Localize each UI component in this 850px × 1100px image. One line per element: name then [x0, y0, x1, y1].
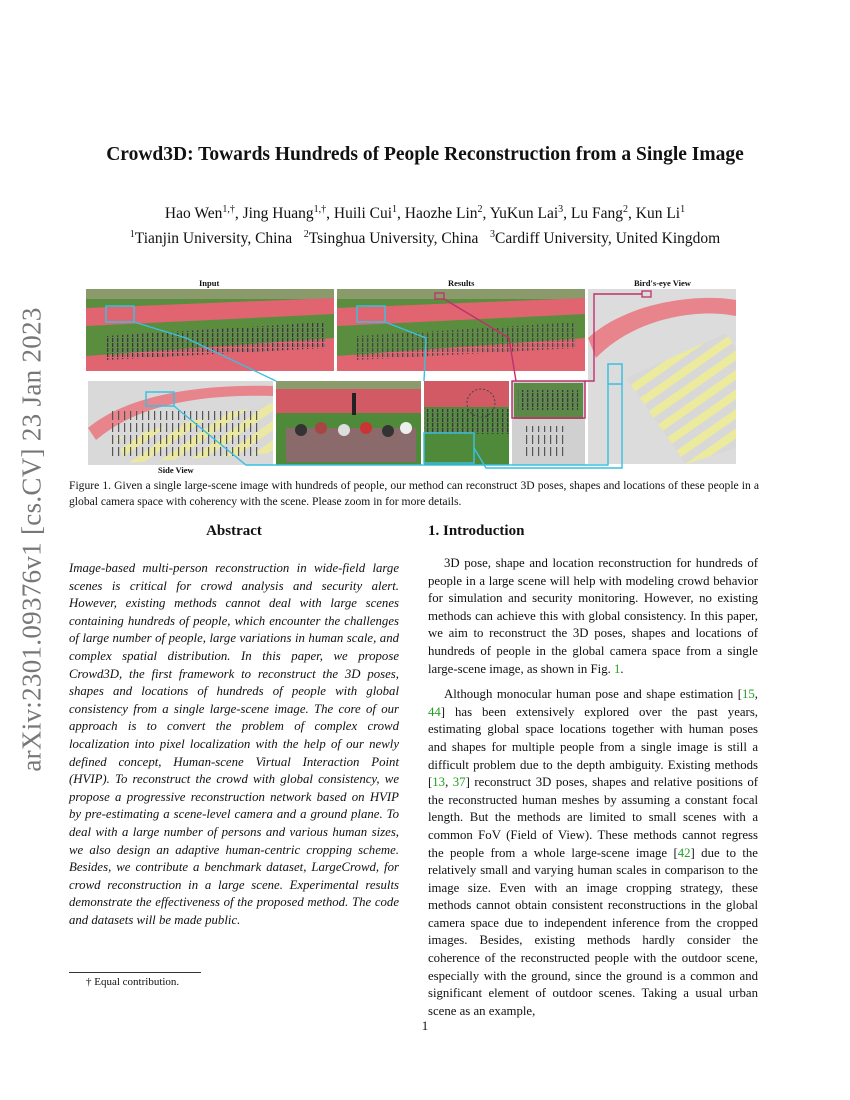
side-view-panel — [88, 381, 273, 465]
citation-13[interactable]: 13 — [432, 775, 446, 790]
figure-label-input: Input — [199, 278, 220, 288]
author-block — [60, 199, 790, 249]
footnote: † Equal contribution. — [86, 976, 180, 988]
figure-label-side-view: Side View — [158, 465, 194, 475]
author-name: Lu Fang$^2$ — [570, 204, 628, 223]
intro-paragraph-2: Although monocular human pose and shape estimation [15, 44] has been extensively explored over the past years, estimating global space locations together with human poses and shapes for multiple people from a single image is still a difficult problem due to the depth ambiguity. Existing methods [13, 37] reconstruct 3D poses, shapes and relative positions of the reconstructed human meshes by assuming a constant focal length. But the methods are limited to small scenes with a common FoV (Field of View). These methods cannot regress the people from a whole large-scene image [42] due to the relatively small and varying human scales in comparison to the image size. Even with an image cropping strategy, these methods cannot obtain consistent reconstructions in the global camera space due to independent inference from the cropped images. Besides, existing methods hardly consider the coherence of the reconstructed people with the outdoor scene, especially with the ground, since the ground is a common and significant element of outdoor scenes. Taking a usual urban scene as an example, — [428, 687, 758, 1018]
paper-title: Crowd3D: Towards Hundreds of People Reconstruction from a Single Image — [106, 144, 744, 165]
affiliation: $^2$Tsinghua University, China — [303, 229, 479, 248]
affiliation: $^3$Cardiff University, United Kingdom — [490, 229, 721, 248]
author-name: YuKun Lai$^3$ — [489, 204, 564, 223]
figure-caption: Figure 1. Given a single large-scene image with hundreds of people, our method can reconstruct 3D poses, shapes and locations of these people in a global camera space with coherency with the scene. Please zoom in for more details. — [69, 479, 759, 508]
figure-1-graphic — [86, 278, 736, 473]
birds-eye-panel — [588, 289, 736, 464]
input-panel — [86, 289, 334, 371]
intro-paragraph-1: 3D pose, shape and location reconstruction for hundreds of people in a large scene will help with modeling crowd behavior for simulation and security monitoring. However, no existing methods can achieve this with global consistency. In this paper, we aim to reconstruct the 3D poses, shapes and locations of hundreds of people in the global camera space from a single large-scene image, as shown in Fig. 1. — [428, 556, 758, 676]
author-name: Huili Cui$^1$ — [333, 204, 398, 223]
footnote-rule — [69, 972, 201, 973]
citation-44[interactable]: 44 — [428, 704, 441, 719]
author-name: Kun Li$^1$ — [635, 204, 686, 223]
author-name: Haozhe Lin$^2$ — [404, 204, 483, 223]
mesh-zoom-panel — [424, 381, 509, 465]
citation-37[interactable]: 37 — [452, 775, 466, 790]
authors-line: Hao Wen$^{1,\dagger}$, Jing Huang$^{1,\dagger}$, Huili Cui$^1$, Haozhe Lin$^2$, YuKun Lai$^3$, Lu Fang$^2$, Kun Li$^1$ — [164, 204, 686, 223]
citation-15[interactable]: 15 — [742, 687, 755, 702]
citation-42[interactable]: 42 — [677, 845, 691, 860]
figure-1 — [86, 278, 736, 473]
figure-label-results: Results — [448, 278, 475, 288]
author-name: Jing Huang$^{1,\dagger}$ — [242, 204, 327, 223]
abstract-heading: Abstract — [206, 523, 262, 539]
arxiv-stamp: arXiv:2301.09376v1 [cs.CV] 23 Jan 2023 — [16, 306, 47, 772]
crop-zoom-panel — [276, 381, 421, 465]
affiliations-line — [60, 224, 790, 249]
author-name: Hao Wen$^{1,\dagger}$ — [164, 204, 235, 223]
figure-ref[interactable]: 1 — [614, 661, 621, 676]
results-panel — [337, 289, 585, 371]
affiliation: $^1$Tianjin University, China — [129, 229, 293, 248]
intro-heading: 1. Introduction — [428, 523, 525, 539]
page-number: 1 — [421, 1018, 429, 1033]
abstract-text: Image-based multi-person reconstruction in wide-field large scenes is critical for crowd analysis and security alert. However, existing methods cannot deal with large scenes containing hundreds of people, which encounter the challenges of large number of people, large variations in human scale, and complex spatial distribution. In this paper, we propose Crowd3D, the first framework to reconstruct the 3D poses, shapes and locations of hundreds of people with global consistency from a single large-scene image. The core of our approach is to convert the problem of complex crowd localization into pixel localization with the help of our newly defined concept, Human-scene Virtual Interaction Point (HVIP). To reconstruct the crowd with global consistency, we propose a progressive reconstruction network based on HVIP by pre-estimating a scene-level camera and a ground plane. To deal with a large number of persons and various human sizes, we also design an adaptive human-centric cropping scheme. Besides, we contribute a benchmark dataset, LargeCrowd, for crowd reconstruction in a large scene. Experimental results demonstrate the effectiveness of the proposed method. The code and datasets will be made public. — [69, 561, 399, 927]
intro-body — [428, 555, 758, 1020]
birds-zoom-panel — [512, 381, 585, 465]
figure-label-birds-eye: Bird's-eye View — [634, 278, 691, 288]
